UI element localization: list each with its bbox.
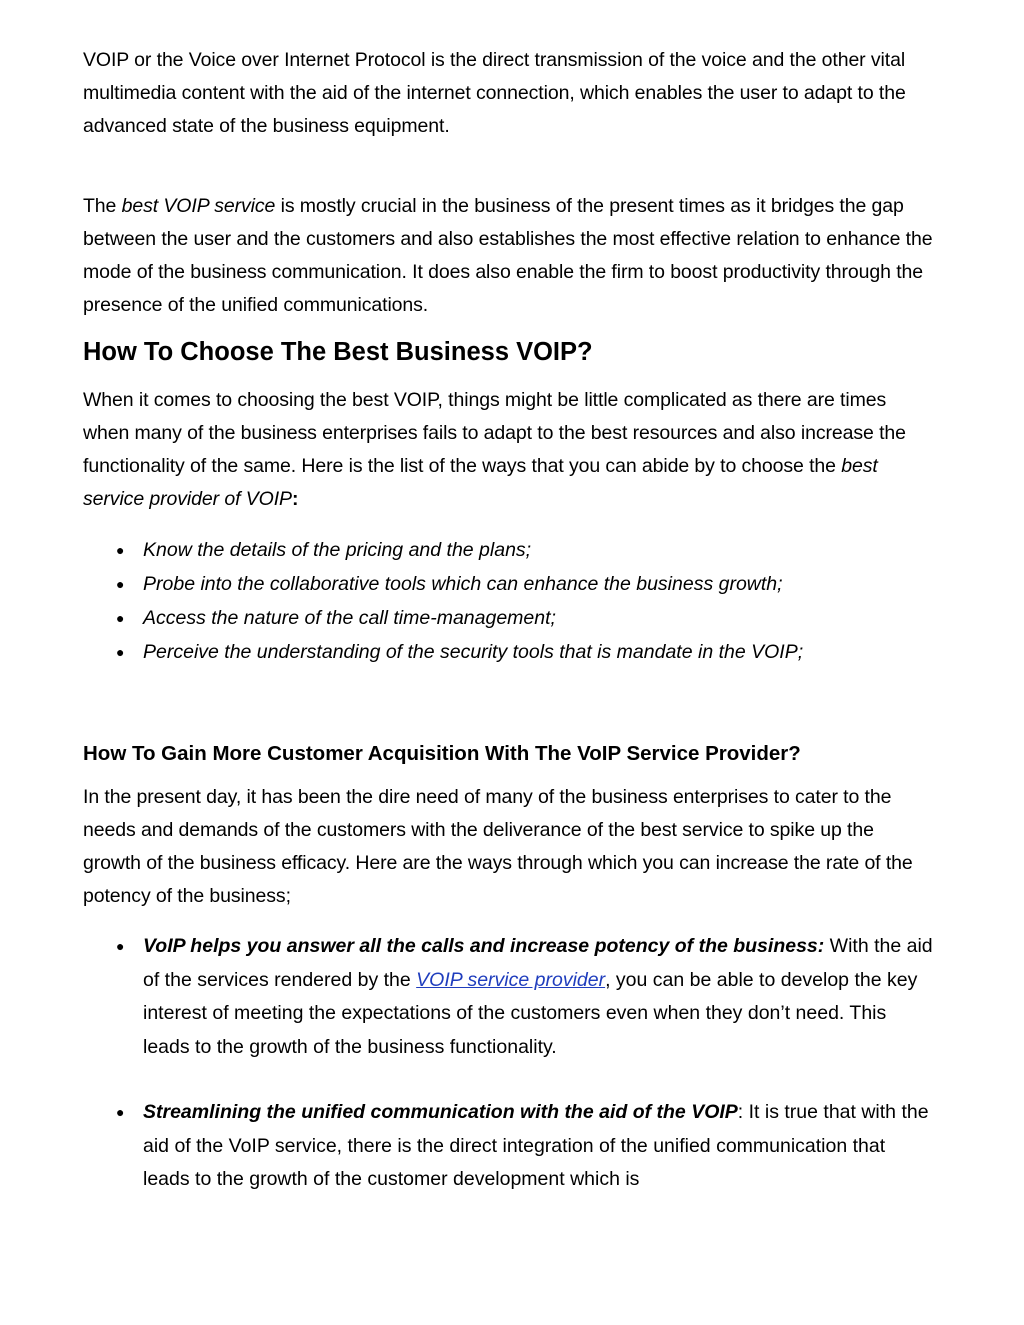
choose-voip-heading: How To Choose The Best Business VOIP?: [83, 338, 593, 366]
list-item: [83, 533, 933, 567]
list-item-text: Access the nature of the call time-management;: [143, 607, 556, 629]
bullet-icon: ●: [116, 938, 125, 954]
choose-voip-colon: :: [291, 488, 299, 510]
list-item-text: : It is true that with the aid of the VoIP service, there is the direct integration of the unified communication that leads to the growth of the customer development which is: [143, 1101, 929, 1190]
list-item-lead: VoIP helps you answer all the calls and increase potency of the business:: [143, 935, 825, 957]
bullet-icon: ●: [116, 542, 125, 558]
customer-acquisition-list: [83, 930, 933, 1197]
bullet-icon: ●: [116, 610, 125, 626]
choose-voip-list: [83, 533, 933, 669]
customer-acquisition-heading: How To Gain More Customer Acquisition With The VoIP Service Provider?: [83, 742, 801, 765]
list-item: [83, 635, 933, 669]
list-item: [83, 567, 933, 601]
best-voip-emphasis: best VOIP service: [121, 195, 276, 217]
best-voip-suffix: is mostly crucial in the business of the present times as it bridges the gap between the user and the customers and also establishes the most effective relation to enhance the mode of the business communication. It does also enable the firm to boost productivity through the presence of the unified communications.: [83, 195, 933, 316]
list-item-text: Probe into the collaborative tools which can enhance the business growth;: [143, 573, 783, 595]
list-item: [83, 1096, 933, 1197]
list-item: [83, 601, 933, 635]
document-page: [83, 44, 933, 1197]
choose-voip-emphasis: best service provider of VOIP: [83, 455, 878, 510]
bullet-icon: ●: [116, 576, 125, 592]
list-item-text: With the aid of the services rendered by the: [143, 935, 933, 991]
customer-acquisition-paragraph: In the present day, it has been the dire need of many of the business enterprises to cater to the needs and demands of the customers with the deliverance of the best service to spike up the growth of the business efficacy. Here are the ways through which you can increase the rate of the potency of the business;: [83, 786, 913, 907]
intro-paragraph: VOIP or the Voice over Internet Protocol is the direct transmission of the voice and the other vital multimedia content with the aid of the internet connection, which enables the user to adapt to the advanced state of the business equipment.: [83, 49, 906, 137]
best-voip-paragraph: [83, 190, 933, 322]
list-item-text: Know the details of the pricing and the plans;: [143, 539, 532, 561]
choose-voip-prefix: When it comes to choosing the best VOIP, things might be little complicated as there are times when many of the business enterprises fails to adapt to the best resources and also increase the functionality of the same. Here is the list of the ways that you can abide by to choose the: [83, 389, 906, 477]
bullet-icon: ●: [116, 1104, 125, 1120]
list-item-text: Perceive the understanding of the security tools that is mandate in the VOIP;: [143, 641, 804, 663]
list-item-lead: Streamlining the unified communication with the aid of the VOIP: [143, 1101, 738, 1123]
list-item: [83, 930, 933, 1064]
best-voip-prefix: The: [83, 195, 122, 217]
list-item-text: , you can be able to develop the key interest of meeting the expectations of the customers even when they don’t need. This leads to the growth of the business functionality.: [143, 968, 918, 1058]
choose-voip-paragraph: [83, 384, 933, 516]
voip-service-provider-link[interactable]: VOIP service provider: [416, 968, 606, 991]
bullet-icon: ●: [116, 644, 125, 660]
